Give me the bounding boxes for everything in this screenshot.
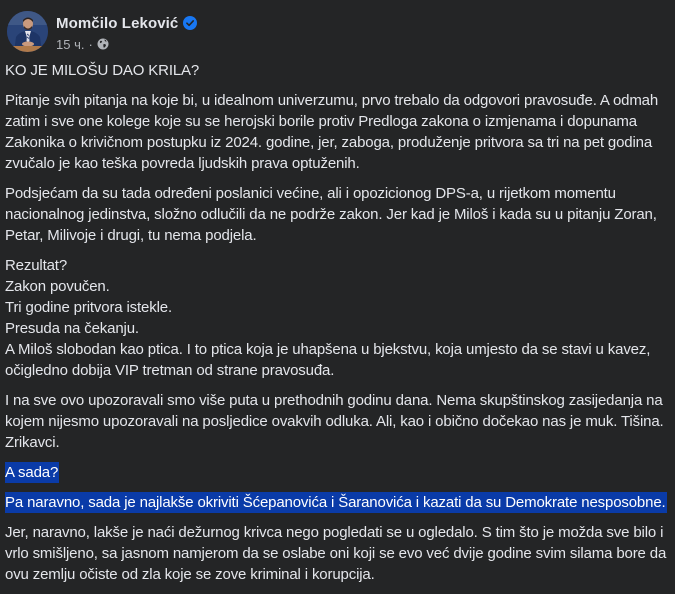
paragraph-2: Podsjećam da su tada određeni poslanici većine, ali i opozicionog DPS-a, u rijetkom momentu nacionalnog jedinstva, složno odlučili da ne podrže zakon. Jer kad je Miloš i kada su u pitanju Zoran, Petar, Milivoje i drugi, tu nema podjela. <box>5 185 657 244</box>
globe-icon[interactable] <box>97 38 109 50</box>
paragraph-3 <box>5 255 673 381</box>
post-body <box>5 60 673 594</box>
paragraph-3-line-3: Tri godine pritvora istekle. <box>5 299 172 316</box>
header-text <box>56 13 197 52</box>
paragraph-5 <box>5 462 673 483</box>
paragraph-3-line-4: Presuda na čekanju. <box>5 320 139 337</box>
post-header <box>7 11 197 52</box>
selected-text-pa-naravno: Pa naravno, sada je najlakše okriviti Šćepanovića i Šaranovića i kazati da su Demokrate nesposobne. <box>5 494 666 511</box>
post-title: KO JE MILOŠU DAO KRILA? <box>5 62 200 79</box>
profile-photo-icon <box>7 11 48 52</box>
paragraph-3-line-5: A Miloš slobodan kao ptica. I to ptica koja je uhapšena u bjekstvu, koja umjesto da se stavi u kavez, očigledno dobija VIP tretman od strane pravosuđa. <box>5 341 651 379</box>
paragraph-7: Jer, naravno, lakše je naći dežurnog krivca nego pogledati se u ogledalo. S tim što je možda sve bilo i vrlo smišljeno, sa jasnom namjerom da se oslabe oni koji se evo već dvije godine svim silama bore da ovu zemlju očiste od zla koje se zove kriminal i korupcija. <box>5 524 667 583</box>
verified-badge-icon <box>183 16 197 30</box>
post-meta <box>56 36 197 52</box>
author-avatar[interactable] <box>7 11 48 52</box>
paragraph-1: Pitanje svih pitanja na koje bi, u idealnom univerzumu, prvo trebalo da odgovori pravosuđe. A odmah zatim i sve one kolege koje su se herojski borile protiv Predloga zakona o izmjenama i dopunama Zakonika o krivičnom postupku iz 2024. godine, jer, zaboga, produženje pritvora sa tri na pet godina zvučalo je kao teška povreda ljudskih prava optuženih. <box>5 92 659 172</box>
meta-separator: · <box>88 36 93 52</box>
author-row <box>56 13 197 33</box>
paragraph-3-line-1: Rezultat? <box>5 257 68 274</box>
paragraph-6 <box>5 492 673 513</box>
post-timestamp[interactable]: 15 ч. <box>56 36 85 52</box>
paragraph-3-line-2: Zakon povučen. <box>5 278 110 295</box>
author-name[interactable]: Momčilo Leković <box>56 14 179 32</box>
selected-text-a-sada: A sada? <box>5 464 59 481</box>
paragraph-4: I na sve ovo upozoravali smo više puta u prethodnih godinu dana. Nema skupštinskog zasijedanja na kojem nijesmo upozoravali na posljedice ovakvih odluka. Ali, kao i obično dočekao nas je muk. Tišina. Zrikavci. <box>5 392 664 451</box>
